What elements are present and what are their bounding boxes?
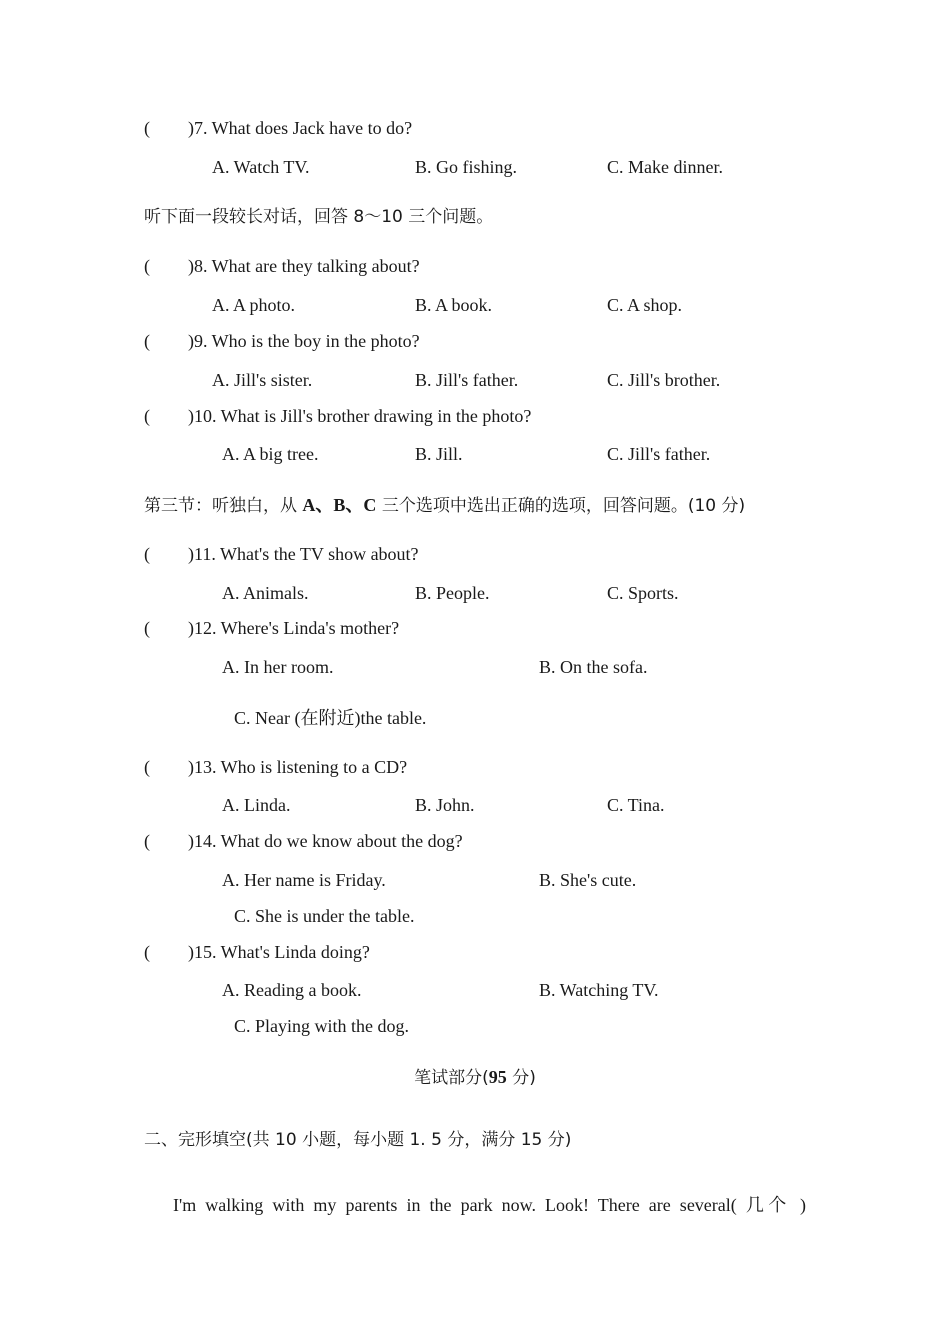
option-a: A. Watch TV.: [212, 157, 310, 177]
option-c: C. A shop.: [607, 295, 683, 315]
option-b: B. Jill.: [415, 444, 463, 464]
option-c: C. She is under the table.: [234, 906, 415, 926]
question-text: )9. Who is the boy in the photo?: [188, 331, 420, 351]
option-a: A. Her name is Friday.: [222, 870, 386, 890]
section-3-prefix: 第三节：听独白，从: [144, 496, 303, 516]
option-b: B. Watching TV.: [539, 980, 659, 1000]
option-a: A. Jill's sister.: [212, 370, 313, 390]
answer-bracket: (: [144, 757, 150, 777]
answer-bracket: (: [144, 942, 150, 962]
option-b: B. On the sofa.: [539, 657, 648, 677]
option-a: A. A big tree.: [222, 444, 319, 464]
option-b: B. She's cute.: [539, 870, 637, 890]
option-c: C. Tina.: [607, 795, 665, 815]
answer-bracket: (: [144, 331, 150, 351]
section-3-suffix: 三个选项中选出正确的选项，回答问题。(10 分): [376, 496, 746, 516]
answer-bracket: (: [144, 618, 150, 638]
question-text: )11. What's the TV show about?: [188, 544, 419, 564]
question-text: )14. What do we know about the dog?: [188, 831, 463, 851]
option-c: C. Jill's father.: [607, 444, 711, 464]
option-c: C. Make dinner.: [607, 157, 723, 177]
passage-line: I'm walking with my parents in the park now. Look! There are several( 几个 ): [173, 1195, 806, 1215]
answer-bracket: (: [144, 544, 150, 564]
answer-bracket: (: [144, 831, 150, 851]
option-b: B. People.: [415, 583, 490, 603]
question-text: )12. Where's Linda's mother?: [188, 618, 400, 638]
cloze-heading: 二、完形填空(共 10 小题，每小题 1. 5 分，满分 15 分): [144, 1130, 572, 1150]
question-text: )15. What's Linda doing?: [188, 942, 370, 962]
option-c: C. Sports.: [607, 583, 679, 603]
written-part-score: 95: [488, 1067, 507, 1087]
option-b: B. John.: [415, 795, 475, 815]
option-a: A. Reading a book.: [222, 980, 362, 1000]
section-instruction: 听下面一段较长对话，回答 8～10 三个问题。: [144, 207, 494, 227]
option-b: B. Go fishing.: [415, 157, 518, 177]
question-text: )8. What are they talking about?: [188, 256, 420, 276]
question-text: )13. Who is listening to a CD?: [188, 757, 408, 777]
section-3-heading: [144, 494, 745, 517]
question-text: )10. What is Jill's brother drawing in the photo?: [188, 406, 532, 426]
option-c: C. Playing with the dog.: [234, 1016, 409, 1036]
written-part-prefix: 笔试部分(: [414, 1068, 489, 1088]
answer-bracket: (: [144, 256, 150, 276]
question-text: )7. What does Jack have to do?: [188, 118, 413, 138]
option-a: A. Linda.: [222, 795, 291, 815]
written-part-suffix: 分): [506, 1068, 536, 1088]
option-b: B. A book.: [415, 295, 493, 315]
answer-bracket: (: [144, 406, 150, 426]
section-3-letters: A、B、C: [302, 495, 377, 515]
option-a: A. In her room.: [222, 657, 334, 677]
option-a: A. Animals.: [222, 583, 309, 603]
answer-bracket: (: [144, 118, 150, 138]
option-a: A. A photo.: [212, 295, 296, 315]
option-c: C. Near (在附近)the table.: [234, 708, 427, 728]
option-c: C. Jill's brother.: [607, 370, 721, 390]
option-b: B. Jill's father.: [415, 370, 519, 390]
written-part-heading: [0, 1066, 950, 1089]
